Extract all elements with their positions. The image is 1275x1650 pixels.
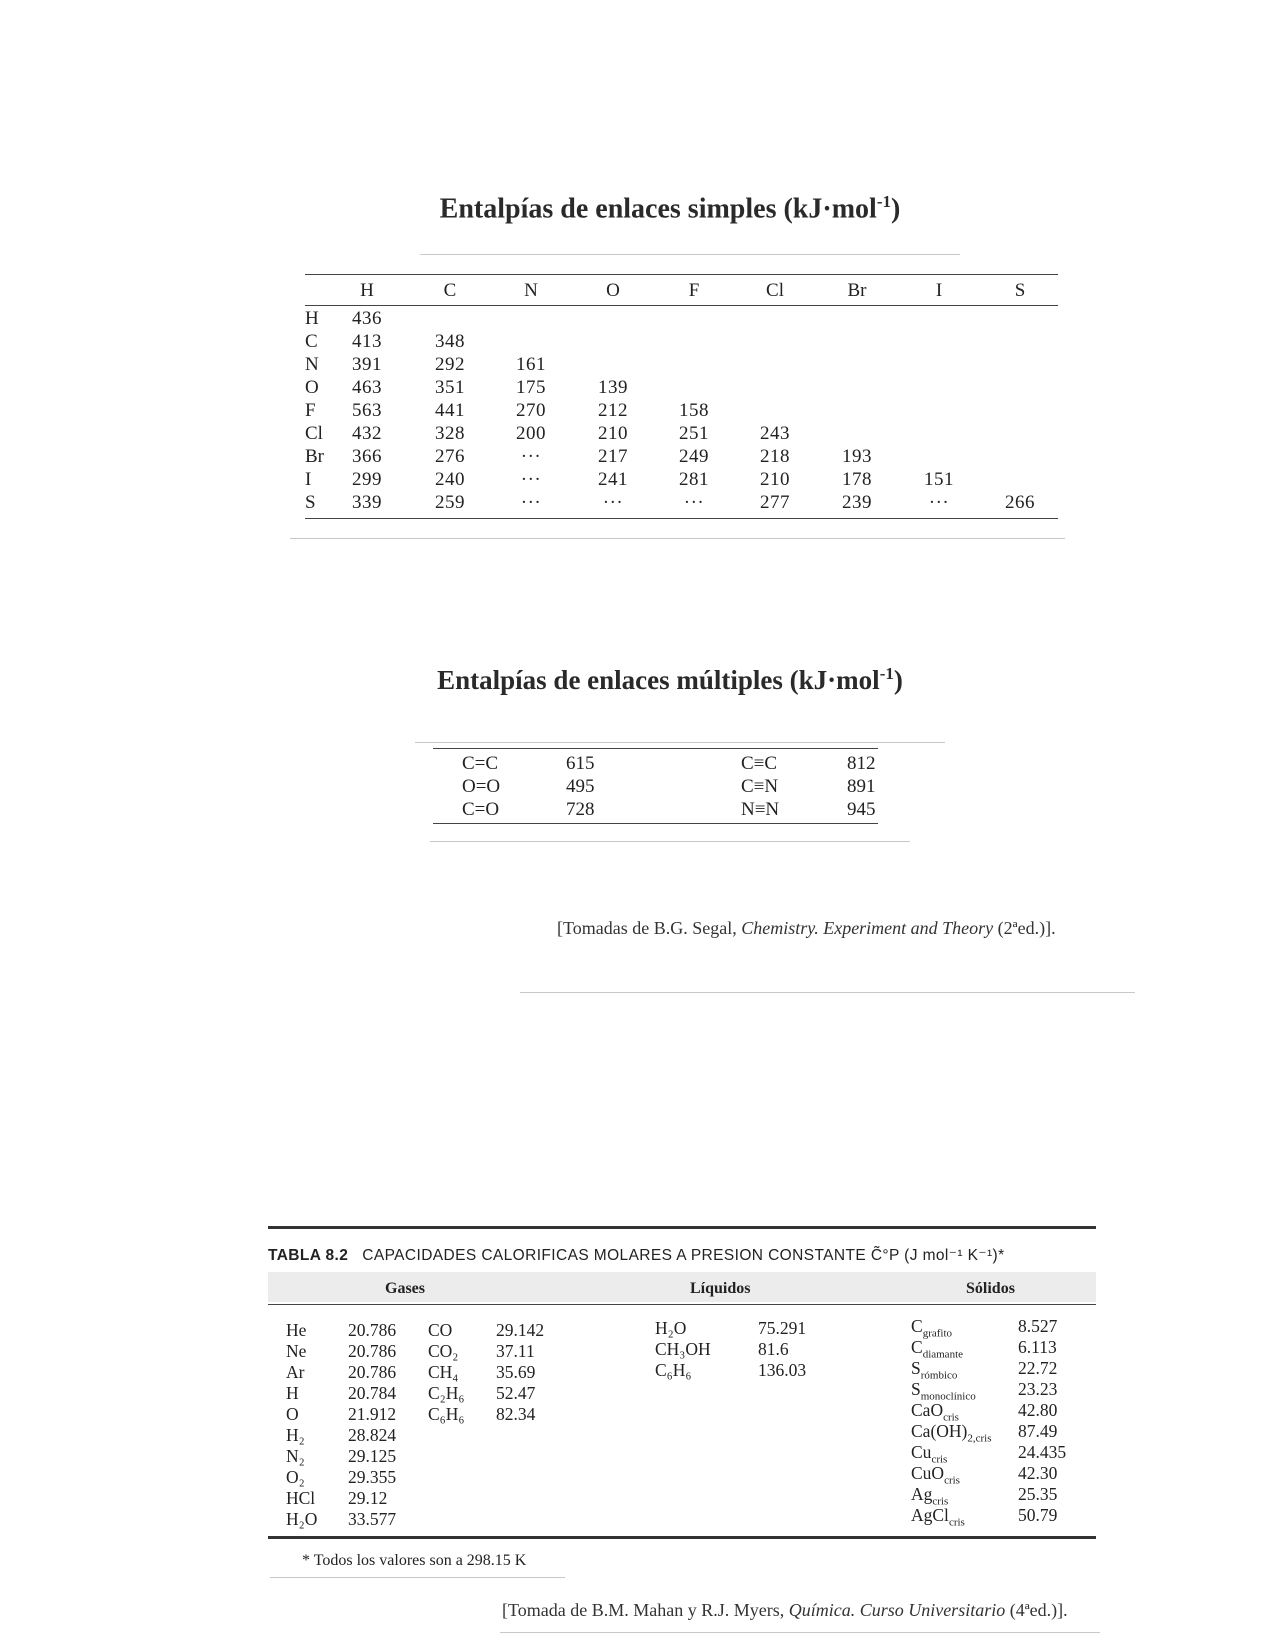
formula-subscript: cris [948,1516,965,1529]
cp-value: 28.824 [348,1425,397,1445]
bond-value: 495 [566,776,595,797]
cp-value: 33.577 [348,1509,397,1529]
bond-label: C=O [462,799,500,820]
table-cell: 158 [679,400,709,421]
cp-value: 42.80 [1018,1400,1058,1420]
header-bottom-rule [268,1304,1096,1305]
substance-name: H₂O [286,1509,318,1529]
formula: CuO [911,1463,945,1483]
cp-value: 82.34 [496,1404,536,1424]
header-rule [305,305,1058,306]
table-cell: 210 [760,469,790,490]
substance-name: He [286,1320,307,1340]
column-header: F [688,280,700,301]
row-label: S [305,492,316,513]
table-cell: 270 [516,400,546,421]
substance-name: C₂H₆ [428,1383,465,1403]
footnote: * Todos los valores son a 298.15 K [302,1552,527,1569]
formula-subscript: cris [944,1474,960,1487]
table-cell: 240 [435,469,465,490]
header-liquids: Líquidos [690,1280,751,1297]
table-cell: 413 [352,331,382,352]
table-cell: 281 [679,469,709,490]
table-8-2-caption: TABLA 8.2 CAPACIDADES CALORIFICAS MOLARES A PRESION CONSTANTE C̃°P (J mol⁻¹ K⁻¹)* [268,1247,1005,1264]
column-header: Cl [766,280,784,301]
formula-subscript: monoclínico [920,1390,976,1403]
row-label: F [305,400,316,421]
column-header: C [443,280,457,301]
table-bottom-rule [305,518,1058,519]
column-header: I [935,280,943,301]
column-header: N [524,280,538,301]
bond-label: C≡C [741,753,778,774]
table-cell: 249 [679,446,709,467]
column-header: H [360,280,374,301]
cp-value: 8.527 [1018,1316,1058,1336]
cp-value: 20.784 [348,1383,397,1403]
table-cell: ··· [683,492,705,513]
table-cell: 139 [598,377,628,398]
table-cell: 292 [435,354,465,375]
table-cell: ··· [928,492,950,513]
cp-value: 81.6 [758,1339,789,1359]
table-cell: 441 [435,400,465,421]
cp-value: 29.12 [348,1488,388,1508]
table-top-rule [433,748,878,749]
substance-name: CO [428,1320,453,1340]
formula: AgCl [911,1505,949,1525]
formula: CaO [911,1400,944,1420]
cp-value: 75.291 [758,1318,807,1338]
cp-value: 20.786 [348,1320,397,1340]
cp-value: 42.30 [1018,1463,1058,1483]
cp-value: 24.435 [1018,1442,1067,1462]
bond-label: N≡N [741,799,780,820]
bond-value: 891 [847,776,876,797]
substance-name: H₂O [655,1318,687,1338]
table-bottom-rule [268,1536,1096,1539]
divider [270,1577,565,1578]
bond-label: C=C [462,753,499,774]
cp-value: 25.35 [1018,1484,1058,1504]
table-cell: 212 [598,400,628,421]
substance-name: H [286,1383,299,1403]
substance-name: CO₂ [428,1341,459,1361]
formula-subscript: 2,cris [967,1432,992,1445]
divider [420,254,960,255]
table-cell: 151 [924,469,954,490]
table-cell: 339 [352,492,382,513]
substance-name [911,1505,965,1533]
cp-value: 22.72 [1018,1358,1058,1378]
substance-name: CH₃OH [655,1339,711,1359]
table-cell: 299 [352,469,382,490]
table-cell: 277 [760,492,790,513]
table-top-rule [268,1226,1096,1229]
formula-subscript: cris [931,1453,948,1466]
substance-name: HCl [286,1488,316,1508]
table-top-rule [305,274,1058,275]
bond-value: 945 [847,799,876,820]
cp-value: 20.786 [348,1362,397,1382]
substance-name: CH₄ [428,1362,459,1382]
substance-name: O [286,1404,299,1424]
header-solids: Sólidos [966,1280,1015,1297]
table-cell: ··· [520,469,542,490]
table-cell: 266 [1005,492,1035,513]
formula: S [911,1358,921,1378]
substance-name: C₆H₆ [428,1404,465,1424]
table-cell: ··· [602,492,624,513]
table-cell: 175 [516,377,546,398]
bond-label: C≡N [741,776,779,797]
column-header: O [606,280,620,301]
table-cell: 463 [352,377,382,398]
table-cell: 217 [598,446,628,467]
table-cell: 328 [435,423,465,444]
table-cell: 210 [598,423,628,444]
bond-value: 812 [847,753,876,774]
formula-subscript: diamante [922,1348,964,1361]
divider [290,538,1065,539]
table-cell: 351 [435,377,465,398]
table-cell: 366 [352,446,382,467]
formula: C [911,1316,923,1336]
table-cell: 218 [760,446,790,467]
cp-value: 50.79 [1018,1505,1058,1525]
table-cell: ··· [520,446,542,467]
table-cell: 391 [352,354,382,375]
column-header: S [1014,280,1026,301]
cp-value: 20.786 [348,1341,397,1361]
substance-name: H₂ [286,1425,305,1445]
reference-mahan: [Tomada de B.M. Mahan y R.J. Myers, Química. Curso Universitario (4ªed.)]. [502,1600,1068,1620]
divider [415,742,945,743]
cp-value: 37.11 [496,1341,535,1361]
table-cell: 243 [760,423,790,444]
table-cell: 259 [435,492,465,513]
substance-name: N₂ [286,1446,305,1466]
table-cell: 161 [516,354,546,375]
table-cell: 436 [352,308,382,329]
row-label: C [305,331,318,352]
cp-value: 29.142 [496,1320,545,1340]
column-header: Br [847,280,867,301]
substance-name: O₂ [286,1467,305,1487]
table-cell: 200 [516,423,546,444]
formula-subscript: grafito [922,1327,953,1340]
formula: Ag [911,1484,933,1504]
table-bottom-rule [433,823,878,824]
bond-label: O=O [462,776,501,797]
row-label: Cl [305,423,323,444]
cp-value: 29.125 [348,1446,397,1466]
cp-value: 52.47 [496,1383,536,1403]
bond-value: 615 [566,753,595,774]
row-label: I [305,469,312,490]
reference-segal: [Tomadas de B.G. Segal, Chemistry. Experiment and Theory (2ªed.)]. [557,918,1056,938]
table-cell: 251 [679,423,709,444]
table-cell: 432 [352,423,382,444]
cp-value: 87.49 [1018,1421,1058,1441]
table-cell: ··· [520,492,542,513]
cp-value: 35.69 [496,1362,536,1382]
divider [500,1632,1100,1633]
row-label: O [305,377,319,398]
table-cell: 276 [435,446,465,467]
table-cell: 178 [842,469,872,490]
divider [430,841,910,842]
formula-subscript: rómbico [920,1369,958,1382]
table-cell: 241 [598,469,628,490]
table-cell: 239 [842,492,872,513]
formula: S [911,1379,921,1399]
cp-value: 21.912 [348,1404,397,1424]
table-cell: 193 [842,446,872,467]
substance-name: C₆H₆ [655,1360,692,1380]
substance-name: Ar [286,1362,305,1382]
divider [520,992,1135,993]
formula: Cu [911,1442,932,1462]
cp-value: 23.23 [1018,1379,1058,1399]
cp-value: 6.113 [1018,1337,1057,1357]
cp-value: 136.03 [758,1360,807,1380]
row-label: Br [305,446,324,467]
table-cell: 563 [352,400,382,421]
row-label: N [305,354,319,375]
row-label: H [305,308,319,329]
formula-subscript: cris [932,1495,949,1508]
single-bonds-title: Entalpías de enlaces simples (kJ·mol$^{-1}$) [439,192,901,225]
multiple-bonds-title: Entalpías de enlaces múltiples (kJ·mol$^{-1}$) [437,664,903,695]
header-gases: Gases [385,1280,425,1297]
substance-name: Ne [286,1341,307,1361]
bond-value: 728 [566,799,595,820]
cp-value: 29.355 [348,1467,397,1487]
formula-subscript: cris [943,1411,959,1424]
table-cell: 348 [435,331,465,352]
formula: C [911,1337,923,1357]
formula: Ca(OH) [911,1421,968,1441]
